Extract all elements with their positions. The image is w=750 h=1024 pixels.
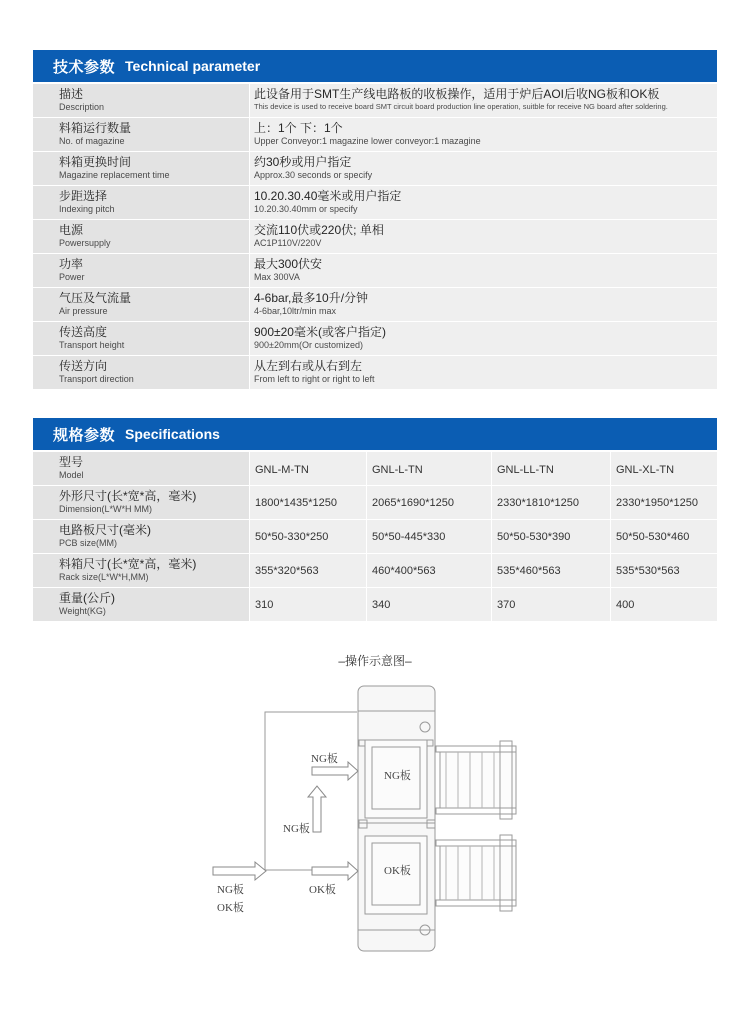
row-value-zh: 最大300伏安 (254, 257, 323, 271)
specs-row (33, 452, 717, 486)
specs-label (33, 554, 249, 587)
row-value-en: Upper Conveyor:1 magazine lower conveyor:1 mazagine (254, 136, 481, 146)
technical-row (33, 152, 717, 186)
lower-conveyor-bed (440, 846, 516, 900)
row-value (250, 186, 717, 219)
specs-label (33, 452, 249, 485)
specs-cell: 340 (367, 588, 491, 621)
specs-cell: 50*50-530*390 (492, 520, 610, 553)
box-ng-label: NG板 (384, 770, 411, 782)
technical-rows (33, 84, 717, 390)
arrow-ok-icon (312, 862, 358, 880)
specs-label-en: Weight(KG) (59, 606, 106, 616)
specs-row (33, 520, 717, 554)
arrow-in-icon (213, 862, 266, 880)
row-value (250, 220, 717, 253)
row-label-zh: 传送方向 (59, 359, 108, 373)
technical-row (33, 288, 717, 322)
specs-cell: 2330*1810*1250 (492, 486, 610, 519)
row-label (33, 152, 249, 185)
row-value-zh: 4-6bar,最多10升/分钟 (254, 291, 369, 305)
row-label (33, 322, 249, 355)
specs-cell: 370 (492, 588, 610, 621)
row-value-zh: 10.20.30.40毫米或用户指定 (254, 189, 402, 203)
row-value-zh: 从左到右或从右到左 (254, 359, 363, 373)
row-value-zh: 此设备用于SMT生产线电路板的收板操作，适用于炉后AOI后收NG板和OK板 (254, 87, 660, 101)
specifications-header (33, 418, 717, 450)
specs-label-en: Rack size(L*W*H,MM) (59, 572, 149, 582)
row-label-zh: 料箱更换时间 (59, 155, 132, 169)
specs-row (33, 588, 717, 622)
specs-cell: 50*50-445*330 (367, 520, 491, 553)
label-ng-mid: NG板 (283, 823, 310, 835)
technical-row (33, 118, 717, 152)
specs-cell: GNL-L-TN (367, 452, 491, 485)
row-value-en: Max 300VA (254, 272, 300, 282)
specs-title-en: Specifications (125, 426, 220, 442)
specs-cell: 460*400*563 (367, 554, 491, 587)
row-label-en: Magazine replacement time (59, 170, 170, 180)
specs-cell: GNL-LL-TN (492, 452, 610, 485)
box-ok-label: OK板 (384, 865, 411, 877)
row-label (33, 220, 249, 253)
row-label-en: No. of magazine (59, 136, 125, 146)
label-in-ok: OK板 (217, 902, 244, 914)
row-value (250, 84, 717, 117)
specs-row (33, 554, 717, 588)
specs-cell: 400 (611, 588, 717, 621)
row-value-en: 900±20mm(Or customized) (254, 340, 363, 350)
label-in-ng: NG板 (217, 884, 244, 896)
row-value-en: From left to right or right to left (254, 374, 375, 384)
specs-cell: 310 (250, 588, 366, 621)
technical-parameter-header (33, 50, 717, 82)
specs-label (33, 520, 249, 553)
specs-title-zh: 规格参数 (53, 426, 116, 444)
specs-cell: 535*460*563 (492, 554, 610, 587)
technical-row (33, 84, 717, 118)
specs-cell: 355*320*563 (250, 554, 366, 587)
technical-title-en: Technical parameter (125, 58, 261, 74)
row-value (250, 152, 717, 185)
technical-title-zh: 技术参数 (53, 58, 116, 76)
specs-row (33, 486, 717, 520)
specs-label-zh: 外形尺寸(长*宽*高，毫米) (59, 489, 197, 503)
lower-conveyor-top (436, 840, 516, 846)
row-value (250, 118, 717, 151)
row-value (250, 254, 717, 287)
flow-frame-line (265, 712, 357, 870)
row-label-en: Powersupply (59, 238, 111, 248)
row-value-zh: 约30秒或用户指定 (254, 155, 352, 169)
technical-row (33, 356, 717, 390)
specs-label-zh: 型号 (59, 455, 84, 469)
specs-cell: 50*50-330*250 (250, 520, 366, 553)
row-label-en: Power (59, 272, 85, 282)
technical-row (33, 186, 717, 220)
label-ng-top: NG板 (311, 753, 338, 765)
technical-row (33, 322, 717, 356)
operation-diagram (0, 670, 750, 970)
upper-conveyor-bed (440, 752, 516, 808)
row-value (250, 322, 717, 355)
row-value-zh: 上：1个 下：1个 (254, 121, 343, 135)
row-value (250, 356, 717, 389)
lower-conveyor-bottom (436, 900, 516, 906)
row-label-zh: 传送高度 (59, 325, 108, 339)
row-label (33, 254, 249, 287)
specs-cell: 2065*1690*1250 (367, 486, 491, 519)
row-label-en: Indexing pitch (59, 204, 115, 214)
row-value-en: This device is used to receive board SMT circuit board production line operation, suitble for receive NG board after soldering. (254, 102, 668, 111)
row-label-zh: 功率 (59, 257, 84, 271)
specs-label-zh: 料箱尺寸(长*宽*高，毫米) (59, 557, 197, 571)
row-label-en: Air pressure (59, 306, 108, 316)
specs-label-zh: 电路板尺寸(毫米) (59, 523, 151, 537)
specifications-section (33, 418, 717, 622)
specs-label-zh: 重量(公斤) (59, 591, 115, 605)
row-label (33, 356, 249, 389)
label-ok: OK板 (309, 884, 336, 896)
row-label-zh: 步距选择 (59, 189, 108, 203)
row-value-en: Approx.30 seconds or specify (254, 170, 373, 180)
row-value (250, 288, 717, 321)
specs-cell: 50*50-530*460 (611, 520, 717, 553)
specs-cell: 535*530*563 (611, 554, 717, 587)
specs-rows (33, 452, 717, 622)
row-label (33, 118, 249, 151)
specs-label-en: Dimension(L*W*H MM) (59, 504, 153, 514)
specs-cell: GNL-XL-TN (611, 452, 717, 485)
specs-label-en: PCB size(MM) (59, 538, 117, 548)
specs-label (33, 588, 249, 621)
row-label (33, 84, 249, 117)
row-label-zh: 气压及气流量 (59, 291, 132, 305)
row-label-zh: 料箱运行数量 (59, 121, 132, 135)
arrow-up-icon (308, 786, 326, 832)
specs-cell: GNL-M-TN (250, 452, 366, 485)
row-value-en: 4-6bar,10ltr/min max (254, 306, 337, 316)
specs-cell: 1800*1435*1250 (250, 486, 366, 519)
row-label-en: Transport height (59, 340, 125, 350)
upper-conveyor-bottom (436, 808, 516, 814)
upper-conveyor-top (436, 746, 516, 752)
row-value-zh: 交流110伏或220伏; 单相 (254, 223, 384, 237)
row-value-zh: 900±20毫米(或客户指定) (254, 325, 386, 339)
specs-label-en: Model (59, 470, 84, 480)
row-value-en: AC1P110V/220V (254, 238, 322, 248)
technical-parameter-section (33, 50, 717, 390)
row-label (33, 288, 249, 321)
diagram-title: –操作示意图– (338, 654, 412, 668)
specs-cell: 2330*1950*1250 (611, 486, 717, 519)
row-label-en: Description (59, 102, 105, 112)
row-value-en: 10.20.30.40mm or specify (254, 204, 358, 214)
row-label-zh: 电源 (59, 223, 84, 237)
specs-label (33, 486, 249, 519)
technical-row (33, 254, 717, 288)
row-label (33, 186, 249, 219)
row-label-en: Transport direction (59, 374, 134, 384)
technical-row (33, 220, 717, 254)
row-label-zh: 描述 (59, 87, 84, 101)
